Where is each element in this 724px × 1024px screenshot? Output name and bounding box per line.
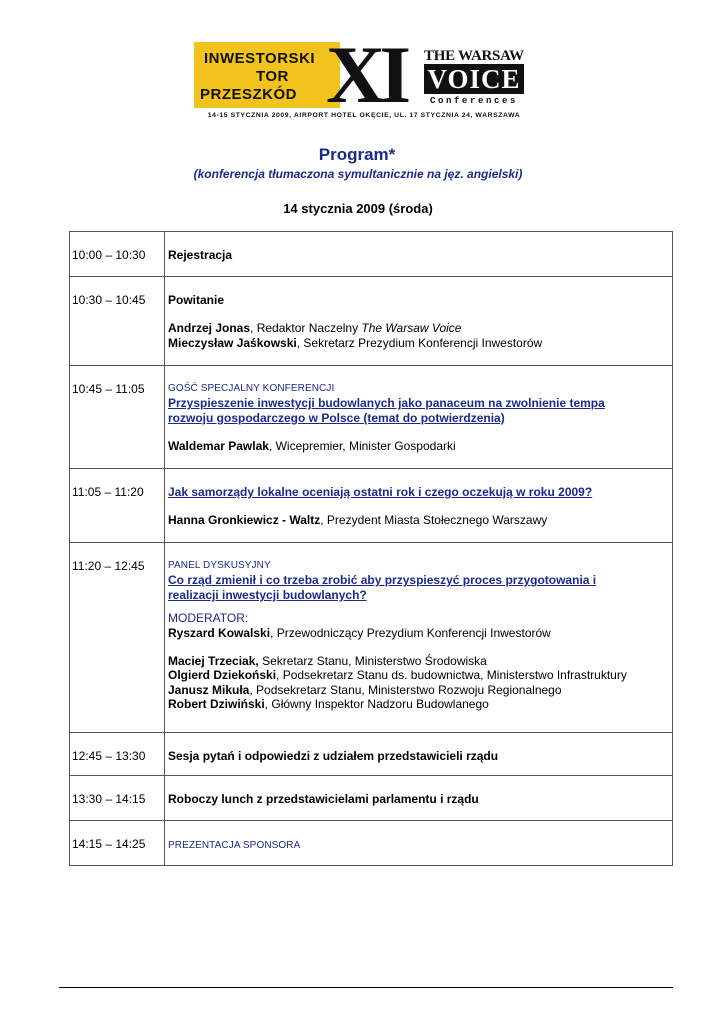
speaker-role: , Podsekretarz Stanu, Ministerstwo Rozwoju Regionalnego — [249, 682, 562, 697]
table-row — [70, 543, 673, 733]
moderator-label: MODERATOR: — [168, 611, 249, 626]
session-topic-link[interactable]: realizacji inwestycji budowlanych? — [168, 587, 367, 602]
row-time: 12:45 – 13:30 — [70, 733, 165, 776]
row-time: 13:30 – 14:15 — [70, 776, 165, 821]
speaker-name: Janusz Mikuła — [168, 682, 250, 697]
voice-conferences: Conferences — [429, 96, 518, 106]
speaker-name: Mieczysław Jaśkowski — [168, 335, 297, 350]
speaker-name: Maciej Trzeciak, — [168, 654, 259, 669]
speaker-line — [168, 321, 672, 335]
page-title: Program* — [318, 145, 396, 164]
speaker-line — [168, 513, 672, 527]
session-topic-link[interactable]: Przyspieszenie inwestycji budowlanych jako panaceum na zwolnienie tempa — [168, 396, 605, 411]
voice-name: VOICE — [424, 64, 524, 94]
speaker-role: Sekretarz Stanu, Ministerstwo Środowiska — [258, 654, 487, 669]
speaker-role: , Przewodniczący Prezydium Konferencji Inwestorów — [270, 625, 551, 640]
row-content — [165, 776, 673, 821]
speaker-name: Ryszard Kowalski — [168, 625, 271, 640]
speaker-name: Hanna Gronkiewicz - Waltz — [168, 513, 321, 528]
session-label: GOŚĆ SPECJALNY KONFERENCJI — [168, 383, 335, 394]
speaker-role: , Prezydent Miasta Stołecznego Warszawy — [320, 513, 548, 528]
panelist-line — [168, 668, 672, 682]
row-time: 14:15 – 14:25 — [70, 821, 165, 866]
row-time: 10:30 – 10:45 — [70, 277, 165, 366]
row-time: 10:00 – 10:30 — [70, 232, 165, 277]
warsaw-voice-logo — [424, 48, 524, 108]
publication-name: The Warsaw Voice — [361, 321, 462, 336]
session-title: Rejestracja — [168, 248, 233, 262]
row-content — [165, 232, 673, 277]
venue-line: 14-15 STYCZNIA 2009, AIRPORT HOTEL OKĘCIE, UL. 17 STYCZNIA 24, WARSZAWA — [207, 112, 521, 119]
logo-line-2: TOR — [256, 68, 289, 85]
row-content — [165, 543, 673, 733]
logo-yellow-block — [194, 42, 340, 108]
session-topic-link[interactable]: Co rząd zmienił i co trzeba zrobić aby przyspieszyć proces przygotowania i — [168, 573, 597, 588]
panelist-line — [168, 697, 672, 711]
speaker-name: Robert Dziwiński — [168, 697, 265, 712]
table-row — [70, 821, 673, 866]
moderator-line — [168, 626, 672, 640]
speaker-role: , Główny Inspektor Nadzoru Budowlanego — [264, 697, 489, 712]
session-topic-link[interactable]: Jak samorządy lokalne oceniają ostatni rok i czego oczekują w roku 2009? — [168, 485, 593, 499]
voice-the-warsaw: THE WARSAW — [424, 48, 524, 64]
row-time: 10:45 – 11:05 — [70, 366, 165, 469]
row-time: 11:20 – 12:45 — [70, 543, 165, 733]
row-content — [165, 277, 673, 366]
row-content — [165, 821, 673, 866]
row-time: 11:05 – 11:20 — [70, 469, 165, 543]
row-content — [165, 469, 673, 543]
page-subtitle: (konferencja tłumaczona symultanicznie na jęz. angielski) — [193, 167, 523, 181]
table-row — [70, 469, 673, 543]
panelist-line — [168, 654, 672, 668]
speaker-role: , Redaktor Naczelny — [250, 321, 362, 336]
speaker-role: , Sekretarz Prezydium Konferencji Inwestorów — [296, 335, 543, 350]
row-content — [165, 366, 673, 469]
speaker-line — [168, 439, 672, 453]
program-table — [69, 231, 673, 866]
session-topic-link[interactable]: rozwoju gospodarczego w Polsce (temat do potwierdzenia) — [168, 410, 505, 425]
speaker-name: Andrzej Jonas — [168, 321, 251, 336]
speaker-role: , Wicepremier, Minister Gospodarki — [268, 439, 456, 454]
table-row — [70, 232, 673, 277]
speaker-line — [168, 336, 672, 350]
row-content — [165, 733, 673, 776]
table-row — [70, 733, 673, 776]
panelist-line — [168, 683, 672, 697]
logo-line-1: INWESTORSKI — [204, 50, 316, 67]
table-row — [70, 277, 673, 366]
table-row — [70, 776, 673, 821]
speaker-name: Waldemar Pawlak — [168, 439, 269, 454]
logo-line-3: PRZESZKÓD — [200, 86, 298, 103]
session-label: PANEL DYSKUSYJNY — [168, 560, 271, 571]
session-title: Sesja pytań i odpowiedzi z udziałem przedstawicieli rządu — [168, 749, 499, 763]
day-heading: 14 stycznia 2009 (środa) — [283, 201, 433, 216]
session-title: Roboczy lunch z przedstawicielami parlamentu i rządu — [168, 792, 479, 806]
speaker-name: Olgierd Dziekoński — [168, 668, 277, 683]
session-label: PREZENTACJA SPONSORA — [168, 840, 301, 851]
logo-numeral: XI — [326, 29, 406, 120]
footer-divider — [59, 987, 673, 988]
table-row — [70, 366, 673, 469]
session-title: Powitanie — [168, 293, 225, 307]
speaker-role: , Podsekretarz Stanu ds. budownictwa, Ministerstwo Infrastruktury — [276, 668, 627, 683]
